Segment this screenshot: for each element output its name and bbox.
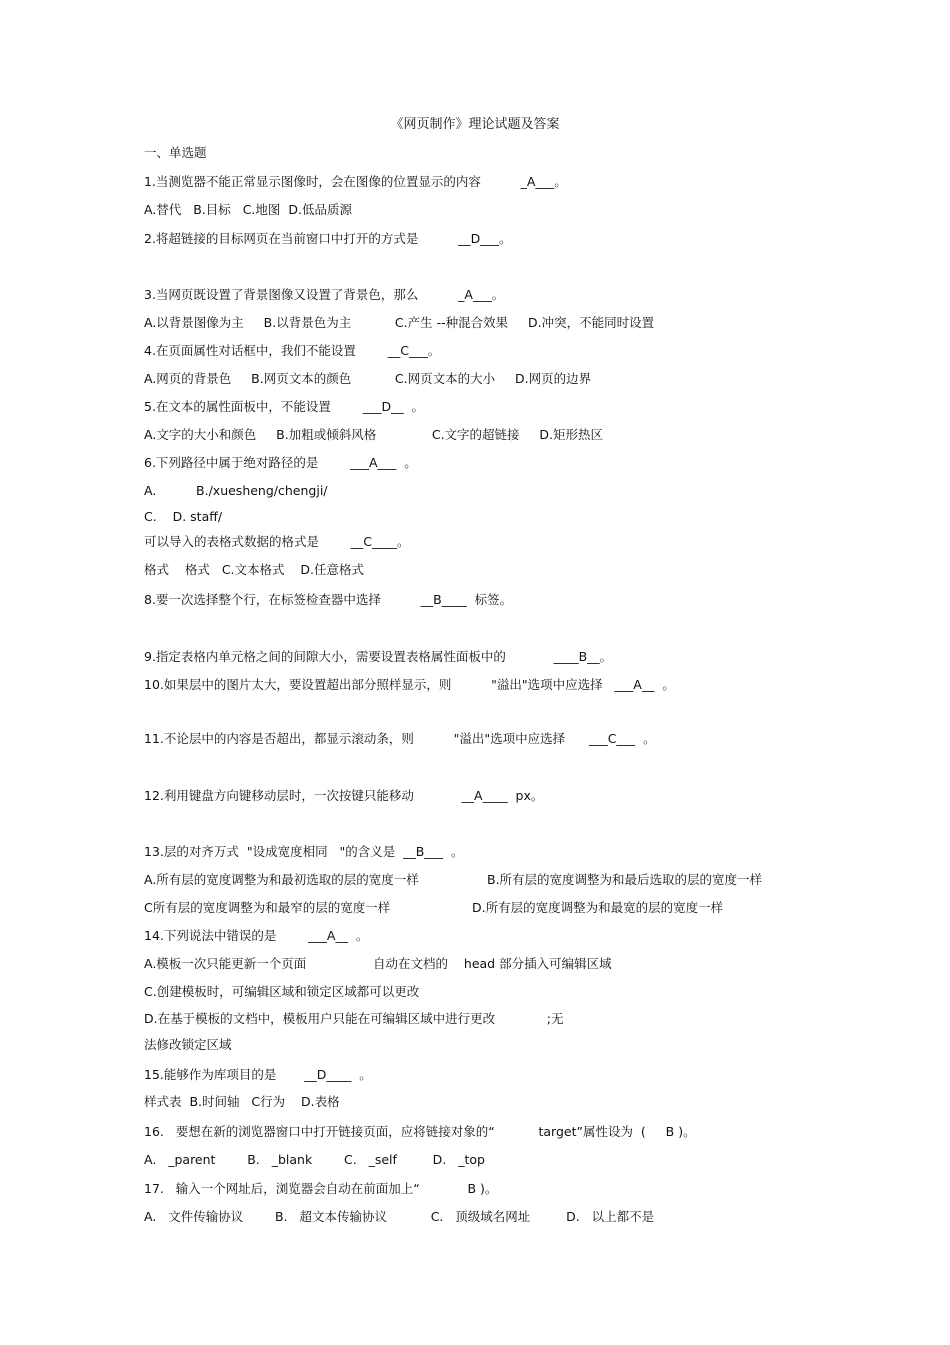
text-line: A.替代 B.目标 C.地图 D.低品质源 (144, 202, 352, 217)
text-line: C. D. staff/ (144, 509, 223, 524)
text-line: 10.如果层中的图片太大，要设置超出部分照样显示，则 "溢出"选项中应选择 ___A__ 。 (144, 677, 675, 692)
text-line: B.所有层的宽度调整为和最后选取的层的宽度一样 (487, 872, 763, 887)
text-line: 11.不论层中的内容是否超出，都显示滚动条，则 "溢出"选项中应选择 ___C___ 。 (144, 731, 656, 746)
text-line: A.模板一次只能更新一个页面 (144, 956, 307, 971)
text-line: 6.下列路径中属于绝对路径的是 ___A___ 。 (144, 455, 417, 470)
text-line: 样式表 B.时间轴 C行为 D.表格 (144, 1094, 340, 1109)
text-line: C.创建模板时，可编辑区域和锁定区域都可以更改 (144, 984, 420, 999)
text-line: A. _parent B. _blank C. _self D. _top (144, 1152, 485, 1167)
text-line: A. B./xuesheng/chengji/ (144, 483, 328, 498)
text-line: D.在基于模板的文档中，模板用户只能在可编辑区域中进行更改 ;无 (144, 1011, 564, 1026)
text-line: 4.在页面属性对话框中，我们不能设置 __C___。 (144, 343, 441, 358)
text-line: 2.将超链接的目标网页在当前窗口中打开的方式是 __D___。 (144, 231, 512, 246)
text-line: 14.下列说法中错误的是 ___A__ 。 (144, 928, 369, 943)
text-line: 3.当网页既设置了背景图像又设置了背景色，那么 _A___。 (144, 287, 505, 302)
text-line: 17. 输入一个网址后，浏览器会自动在前面加上“ B )。 (144, 1181, 498, 1196)
text-line: A.以背景图像为主 B.以背景色为主 C.产生 --种混合效果 D.冲突，不能同时设置 (144, 315, 655, 330)
text-line: D.所有层的宽度调整为和最宽的层的宽度一样 (472, 900, 724, 915)
text-line: 1.当测览器不能正常显示图像时，会在图像的位置显示的内容 _A___。 (144, 174, 567, 189)
text-line: 9.指定表格内单元格之间的间隙大小，需要设置表格属性面板中的 ____B__。 (144, 649, 613, 664)
text-line: 12.利用键盘方向键移动层时，一次按键只能移动 __A____ px。 (144, 788, 544, 803)
text-line: 法修改锁定区域 (144, 1037, 232, 1052)
text-line: 15.能够作为库项目的是 __D____ 。 (144, 1067, 372, 1082)
text-line: A.文字的大小和颜色 B.加粗或倾斜风格 C.文字的超链接 D.矩形热区 (144, 427, 604, 442)
text-line: 5.在文本的属性面板中，不能设置 ___D__ 。 (144, 399, 425, 414)
text-line: 格式 格式 C.文本格式 D.任意格式 (144, 562, 365, 577)
text-line: 16. 要想在新的浏览器窗口中打开链接页面，应将链接对象的“ target”属性设为 ( B )。 (144, 1124, 696, 1139)
text-line: A.所有层的宽度调整为和最初选取的层的宽度一样 (144, 872, 419, 887)
text-line: A.网页的背景色 B.网页文本的颜色 C.网页文本的大小 D.网页的边界 (144, 371, 592, 386)
text-line: 可以导入的表格式数据的格式是 __C____。 (144, 534, 410, 549)
document-title: 《网页制作》理论试题及答案 (390, 117, 560, 132)
text-line: 自动在文档的 head 部分插入可编辑区域 (373, 956, 612, 971)
text-line: 13.层的对齐万式 "设成宽度相同 "的含义是 __B___ 。 (144, 844, 464, 859)
section-heading: 一、单选题 (144, 145, 207, 160)
text-line: A. 文件传输协议 B. 超文本传输协议 C. 顶级域名网址 D. 以上都不是 (144, 1209, 655, 1224)
text-line: 8.要一次选择整个行，在标签检查器中选择 __B____ 标签。 (144, 592, 513, 607)
text-line: C所有层的宽度调整为和最窄的层的宽度一样 (144, 900, 391, 915)
